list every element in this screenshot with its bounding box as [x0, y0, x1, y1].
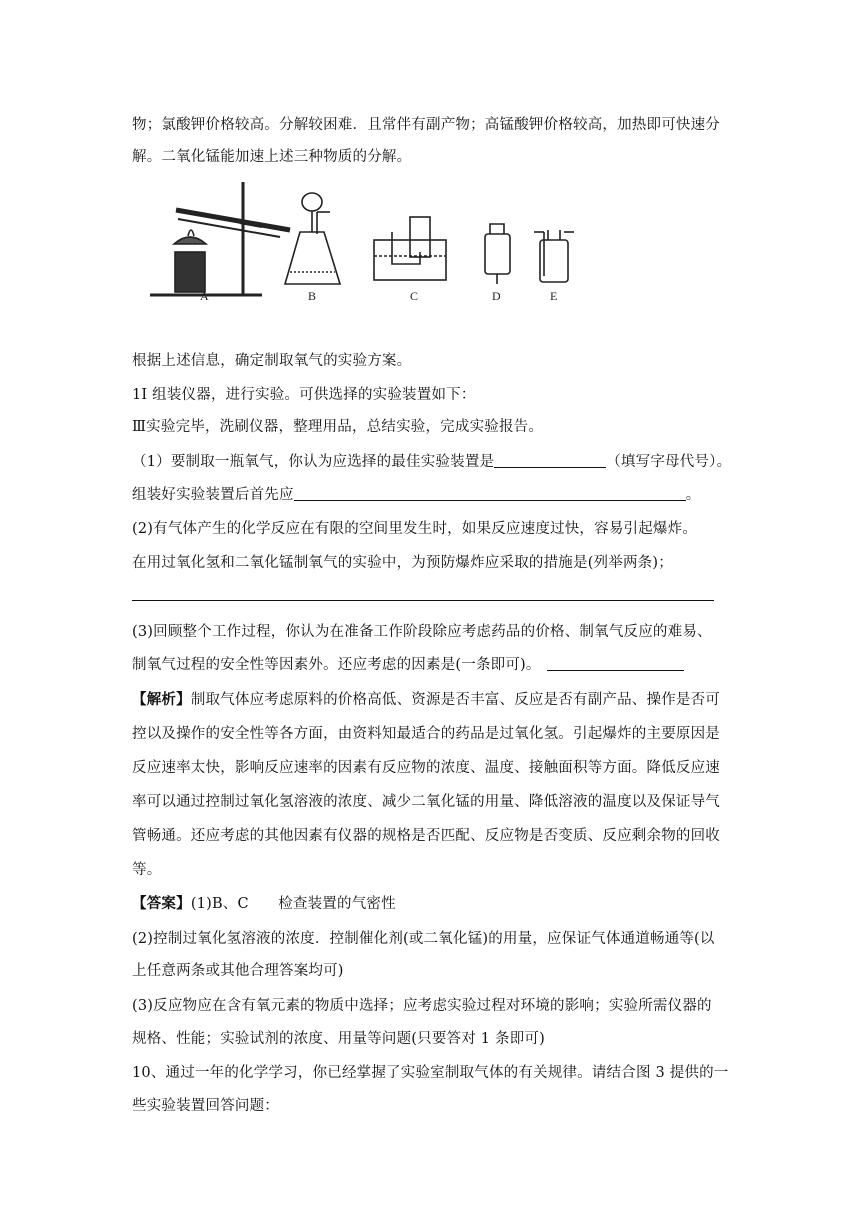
text-line: 等。 [132, 862, 162, 878]
question-1-text: （1）要制取一瓶氧气，你认为应选择的最佳实验装置是 [132, 454, 495, 470]
analysis-line [132, 688, 720, 709]
label-c: C [410, 289, 419, 303]
text-line: 管畅通。还应考虑的其他因素有仪器的规格是否匹配、反应物是否变质、反应剩余物的回收 [132, 828, 720, 844]
text-line: (2)控制过氧化氢溶液的浓度．控制催化剂(或二氧化锰)的用量，应保证气体通道畅通等(以 [132, 931, 715, 947]
question-1-line [132, 450, 731, 471]
answer-blank-apparatus[interactable] [494, 453, 606, 468]
apparatus-a [150, 182, 290, 295]
text-line: 些实验装置回答问题： [132, 1098, 279, 1114]
question-1b-line [132, 483, 700, 504]
label-d: D [492, 289, 501, 303]
answer-tag: 【答案】 [132, 895, 191, 912]
text-line: 率可以通过控制过氧化氢溶液的浓度、减少二氧化锰的用量、降低溶液的温度以及保证导气 [132, 794, 720, 810]
apparatus-c [374, 217, 446, 280]
label-a: A [200, 289, 209, 303]
text-line: 在用过氧化氢和二氧化锰制氧气的实验中，为预防爆炸应采取的措施是(列举两条)； [132, 555, 673, 571]
text-line: (3)反应物应在含有氧元素的物质中选择；应考虑实验过程对环境的影响；实验所需仪器的 [132, 998, 712, 1014]
apparatus-b [285, 193, 340, 284]
text-line: 解。二氧化锰能加速上述三种物质的分解。 [132, 149, 412, 165]
question-1-hint: （填写字母代号）。 [606, 454, 732, 470]
text-line: 根据上述信息，确定制取氧气的实验方案。 [132, 353, 412, 369]
text-line: 反应速率太快，影响反应速率的因素有反应物的浓度、温度、接触面积等方面。降低反应速 [132, 760, 720, 776]
apparatus-figure [130, 172, 730, 304]
analysis-tag: 【解析】 [132, 691, 191, 708]
text-line: (3)回顾整个工作过程，你认为在准备工作阶段除应考虑药品的价格、制氧气反应的难易、 [132, 624, 712, 640]
answer-blank-measures[interactable] [132, 600, 714, 601]
text-line: 上任意两条或其他合理答案均可) [132, 963, 344, 979]
text-line: 10、通过一年的化学学习，你已经掌握了实验室制取气体的有关规律。请结合图 3 提供的一 [132, 1065, 729, 1081]
text-line: 规格、性能；实验试剂的浓度、用量等问题(只要答对 1 条即可) [132, 1031, 545, 1047]
answer-text: (1)B、C 检查装置的气密性 [190, 896, 396, 912]
period: 。 [685, 487, 701, 503]
answer-blank-factor[interactable] [547, 656, 684, 671]
text-line: (2)有气体产生的化学反应在有限的空间里发生时，如果反应速度过快，容易引起爆炸。 [132, 521, 698, 537]
label-e: E [550, 289, 558, 303]
text-line: 1I 组装仪器，进行实验。可供选择的实验装置如下： [132, 387, 476, 403]
question-3-text: 制氧气过程的安全性等因素外。还应考虑的因素是(一条即可)。 [132, 657, 541, 673]
analysis-text: 制取气体应考虑原料的价格高低、资源是否丰富、反应是否有副产品、操作是否可 [190, 692, 721, 708]
text-line: Ⅲ实验完毕，洗刷仪器，整理用品，总结实验，完成实验报告。 [132, 419, 544, 435]
question-1b-text: 组装好实验装置后首先应 [132, 487, 294, 503]
label-b: B [308, 289, 317, 303]
text-line: 控以及操作的安全性等各方面，由资料知最适合的药品是过氧化氢。引起爆炸的主要原因是 [132, 726, 720, 742]
question-3-line [132, 653, 684, 674]
text-line: 物；氯酸钾价格较高。分解较困难．且常伴有副产物；高锰酸钾价格较高，加热即可快速分 [132, 117, 720, 133]
apparatus-d [485, 224, 510, 284]
apparatus-e [534, 230, 574, 282]
answer-line [132, 892, 396, 913]
answer-blank-first-step[interactable] [294, 486, 686, 501]
